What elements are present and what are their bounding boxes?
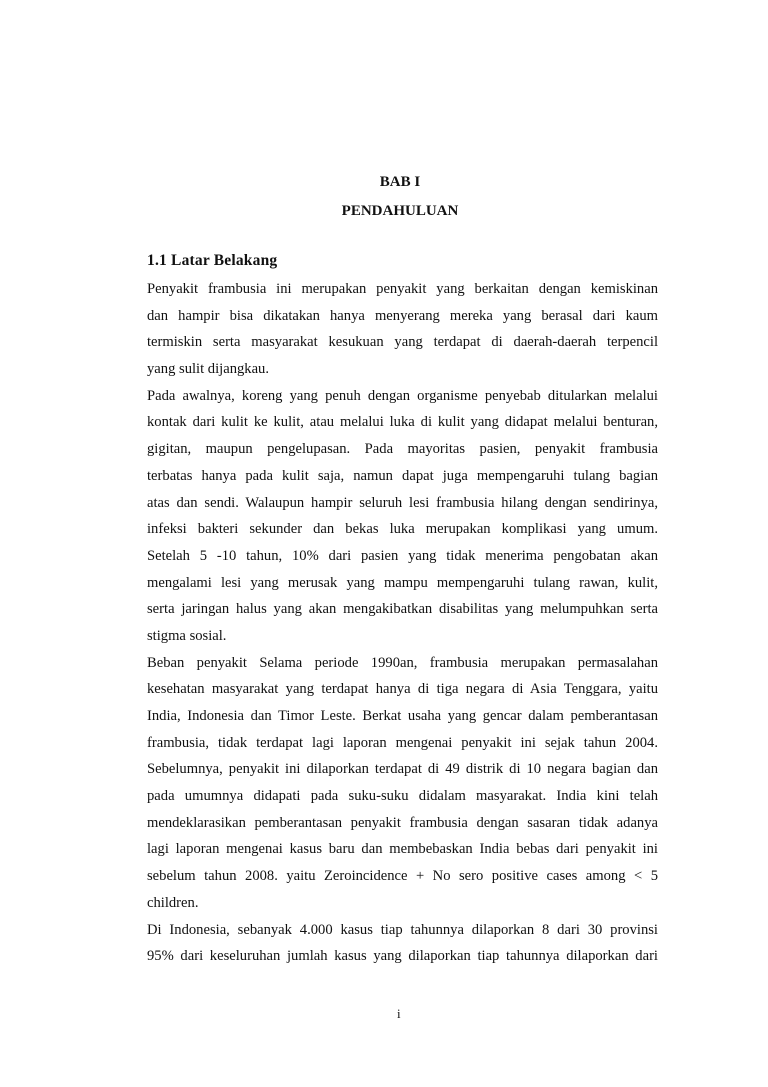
text-line: terbatas hanya pada kulit saja, namun dapat juga mempengaruhi tulang bagian: [147, 467, 658, 484]
text-line: 95% dari keseluruhan jumlah kasus yang dilaporkan tiap tahunnya dilaporkan dari: [147, 948, 658, 965]
text-line: kesehatan masyarakat yang terdapat hanya di tiga negara di Asia Tenggara, yaitu: [147, 681, 658, 698]
page-number: i: [397, 1006, 401, 1021]
text-line: Beban penyakit Selama periode 1990an, frambusia merupakan permasalahan: [147, 654, 658, 671]
text-line: frambusia, tidak terdapat lagi laporan mengenai penyakit ini sejak tahun 2004.: [147, 734, 658, 751]
text-line: yang sulit dijangkau.: [147, 361, 270, 378]
text-line: lagi laporan mengenai kasus baru dan membebaskan India bebas dari penyakit ini: [147, 841, 658, 858]
text-line: Pada awalnya, koreng yang penuh dengan organisme penyebab ditularkan melalui: [147, 387, 658, 404]
text-line: India, Indonesia dan Timor Leste. Berkat usaha yang gencar dalam pemberantasan: [147, 708, 658, 724]
text-line: gigitan, maupun pengelupasan. Pada mayoritas pasien, penyakit frambusia: [147, 441, 658, 458]
text-line: atas dan sendi. Walaupun hampir seluruh lesi frambusia hilang dengan sendirinya,: [147, 494, 658, 511]
text-line: infeksi bakteri sekunder dan bekas luka merupakan komplikasi yang umum.: [147, 521, 658, 538]
text-line: termiskin serta masyarakat kesukuan yang terdapat di daerah-daerah terpencil: [147, 334, 658, 351]
text-line: sebelum tahun 2008. yaitu Zeroincidence + No sero positive cases among < 5: [147, 868, 658, 885]
section-heading: 1.1 Latar Belakang: [147, 252, 278, 269]
chapter-title: PENDAHULUAN: [341, 203, 459, 219]
text-line: Sebelumnya, penyakit ini dilaporkan terdapat di 49 distrik di 10 negara bagian dan: [147, 761, 658, 778]
text-line: serta jaringan halus yang akan mengakibatkan disabilitas yang melumpuhkan serta: [147, 601, 658, 618]
text-line: kontak dari kulit ke kulit, atau melalui luka di kulit yang didapat melalui benturan,: [147, 414, 658, 431]
text-line: stigma sosial.: [147, 627, 227, 644]
body-text: [147, 276, 658, 970]
text-line: Penyakit frambusia ini merupakan penyakit yang berkaitan dengan kemiskinan: [147, 281, 658, 297]
text-line: mendeklarasikan pemberantasan penyakit frambusia dengan sasaran tidak adanya: [147, 814, 658, 831]
text-line: pada umumnya didapati pada suku-suku didalam masyarakat. India kini telah: [147, 788, 658, 805]
text-line: children.: [147, 894, 199, 911]
text-line: Di Indonesia, sebanyak 4.000 kasus tiap tahunnya dilaporkan 8 dari 30 provinsi: [147, 921, 658, 938]
text-line: mengalami lesi yang merusak yang mampu mempengaruhi tulang rawan, kulit,: [147, 574, 658, 591]
chapter-number: BAB I: [379, 174, 421, 190]
text-line: Setelah 5 -10 tahun, 10% dari pasien yang tidak menerima pengobatan akan: [147, 547, 658, 564]
text-line: dan hampir bisa dikatakan hanya menyerang mereka yang berasal dari kaum: [147, 307, 658, 324]
